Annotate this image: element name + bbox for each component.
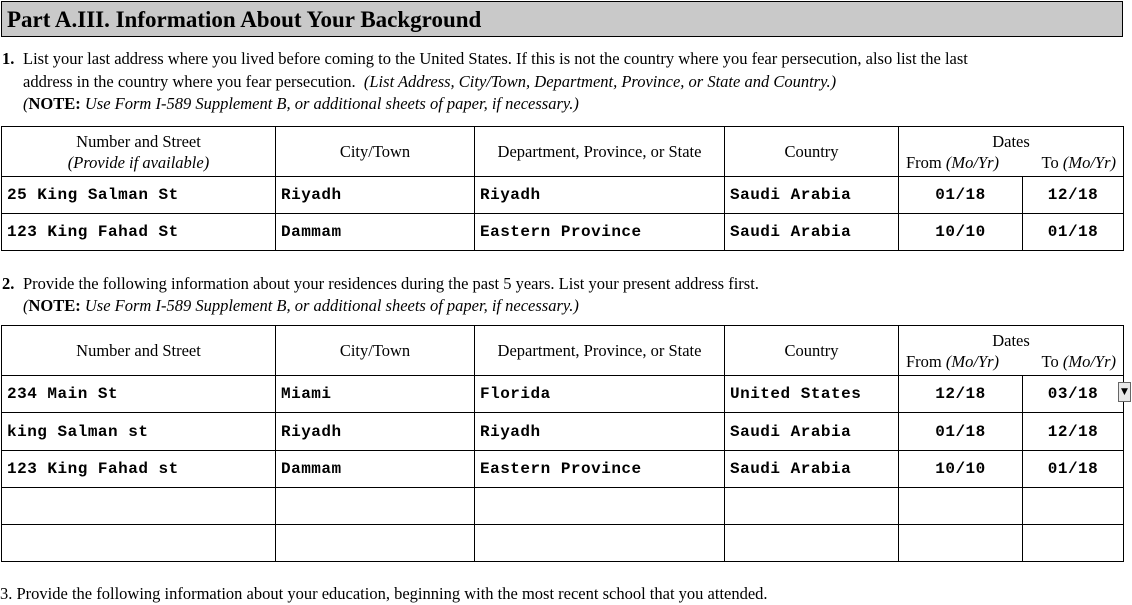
dept-field[interactable]: Riyadh	[475, 413, 725, 451]
from-date-field[interactable]: 01/18	[899, 177, 1023, 214]
dept-field[interactable]: Eastern Province	[475, 451, 725, 488]
table-row	[2, 376, 1124, 413]
chevron-down-icon[interactable]: ▼	[1118, 382, 1131, 402]
to-date-field[interactable]: 01/18	[1023, 214, 1124, 251]
street-field[interactable]: 234 Main St	[2, 376, 276, 413]
header-street-sub: (Provide if available)	[67, 152, 210, 172]
header-from	[906, 152, 999, 173]
table-row	[2, 488, 1124, 525]
question-1-line-2-italic: (List Address, City/Town, Department, Province, or State and Country.)	[363, 72, 837, 91]
street-field[interactable]	[2, 525, 276, 562]
street-field[interactable]: king Salman st	[2, 413, 276, 451]
header-street: Number and Street	[2, 326, 276, 376]
country-field[interactable]: Saudi Arabia	[725, 451, 899, 488]
question-1-note	[23, 93, 579, 115]
street-field[interactable]: 25 King Salman St	[2, 177, 276, 214]
city-field[interactable]	[276, 525, 475, 562]
to-date-field[interactable]: 12/18	[1023, 177, 1124, 214]
table-header-row	[2, 326, 1124, 376]
country-field[interactable]: Saudi Arabia	[725, 177, 899, 214]
to-date-field[interactable]: 01/18	[1023, 451, 1124, 488]
from-date-field[interactable]	[899, 525, 1023, 562]
table-row	[2, 177, 1124, 214]
header-from-format: (Mo/Yr)	[945, 153, 1000, 172]
from-date-field[interactable]: 10/10	[899, 451, 1023, 488]
header-to	[1042, 152, 1116, 173]
question-3-partial: 3. Provide the following information about your education, beginning with the most recent school that you attended.	[0, 584, 768, 603]
city-field[interactable]: Dammam	[276, 451, 475, 488]
header-to-format: (Mo/Yr)	[1062, 352, 1116, 371]
to-date-field[interactable]: 03/18	[1023, 376, 1124, 413]
question-1-number: 1.	[2, 49, 15, 68]
header-country: Country	[725, 127, 899, 177]
dept-field[interactable]	[475, 525, 725, 562]
to-date-field[interactable]	[1023, 525, 1124, 562]
table-row	[2, 413, 1124, 451]
from-date-field[interactable]: 10/10	[899, 214, 1023, 251]
table-row	[2, 525, 1124, 562]
header-city: City/Town	[276, 326, 475, 376]
note-open-paren: (	[23, 296, 29, 315]
country-field[interactable]: Saudi Arabia	[725, 413, 899, 451]
last-address-table	[1, 126, 1124, 251]
note-label: NOTE:	[28, 296, 81, 315]
question-1-line-1: List your last address where you lived before coming to the United States. If this is not the country where you fear persecution, also list the last	[23, 49, 968, 68]
section-header	[1, 1, 1123, 37]
city-field[interactable]: Miami	[276, 376, 475, 413]
table-header-row	[2, 127, 1124, 177]
header-dates-label: Dates	[992, 132, 1030, 151]
street-field[interactable]: 123 King Fahad St	[2, 214, 276, 251]
dept-field[interactable]	[475, 488, 725, 525]
header-to-label: To	[1041, 153, 1059, 172]
header-to-label: To	[1041, 352, 1059, 371]
header-to-format: (Mo/Yr)	[1062, 153, 1116, 172]
note-text: Use Form I-589 Supplement B, or additional sheets of paper, if necessary.)	[80, 94, 579, 113]
dept-field[interactable]: Florida	[475, 376, 725, 413]
from-date-field[interactable]: 12/18	[899, 376, 1023, 413]
header-dates-label: Dates	[992, 331, 1030, 350]
header-country: Country	[725, 326, 899, 376]
section-title: Part A.III. Information About Your Background	[7, 7, 482, 32]
question-2	[0, 273, 1132, 319]
header-street	[2, 127, 276, 177]
question-1-line-2	[23, 71, 836, 93]
dept-field[interactable]: Eastern Province	[475, 214, 725, 251]
header-dept: Department, Province, or State	[475, 127, 725, 177]
table-row	[2, 451, 1124, 488]
header-from-label: From	[906, 153, 942, 172]
question-1	[0, 48, 1132, 118]
from-date-field[interactable]	[899, 488, 1023, 525]
header-city: City/Town	[276, 127, 475, 177]
question-2-note	[23, 295, 579, 317]
note-open-paren: (	[23, 94, 29, 113]
header-street-label: Number and Street	[76, 131, 201, 151]
header-dates	[899, 326, 1124, 376]
header-from-label: From	[906, 352, 942, 371]
city-field[interactable]	[276, 488, 475, 525]
question-1-line-2-plain: address in the country where you fear persecution.	[23, 72, 356, 91]
header-from-format: (Mo/Yr)	[945, 352, 1000, 371]
dept-field[interactable]: Riyadh	[475, 177, 725, 214]
country-field[interactable]	[725, 488, 899, 525]
to-date-field[interactable]: 12/18	[1023, 413, 1124, 451]
header-to	[1042, 351, 1116, 372]
city-field[interactable]: Riyadh	[276, 177, 475, 214]
street-field[interactable]	[2, 488, 276, 525]
from-date-field[interactable]: 01/18	[899, 413, 1023, 451]
country-field[interactable]	[725, 525, 899, 562]
city-field[interactable]: Dammam	[276, 214, 475, 251]
question-2-line-1: Provide the following information about your residences during the past 5 years. List your present address first.	[23, 274, 759, 293]
residences-table	[1, 325, 1124, 562]
city-field[interactable]: Riyadh	[276, 413, 475, 451]
header-dept: Department, Province, or State	[475, 326, 725, 376]
header-from	[906, 351, 999, 372]
to-date-field[interactable]	[1023, 488, 1124, 525]
header-dates	[899, 127, 1124, 177]
street-field[interactable]: 123 King Fahad st	[2, 451, 276, 488]
question-2-number: 2.	[2, 274, 15, 293]
table-row	[2, 214, 1124, 251]
country-field[interactable]: Saudi Arabia	[725, 214, 899, 251]
note-label: NOTE:	[28, 94, 81, 113]
note-text: Use Form I-589 Supplement B, or additional sheets of paper, if necessary.)	[80, 296, 579, 315]
country-field[interactable]: United States	[725, 376, 899, 413]
